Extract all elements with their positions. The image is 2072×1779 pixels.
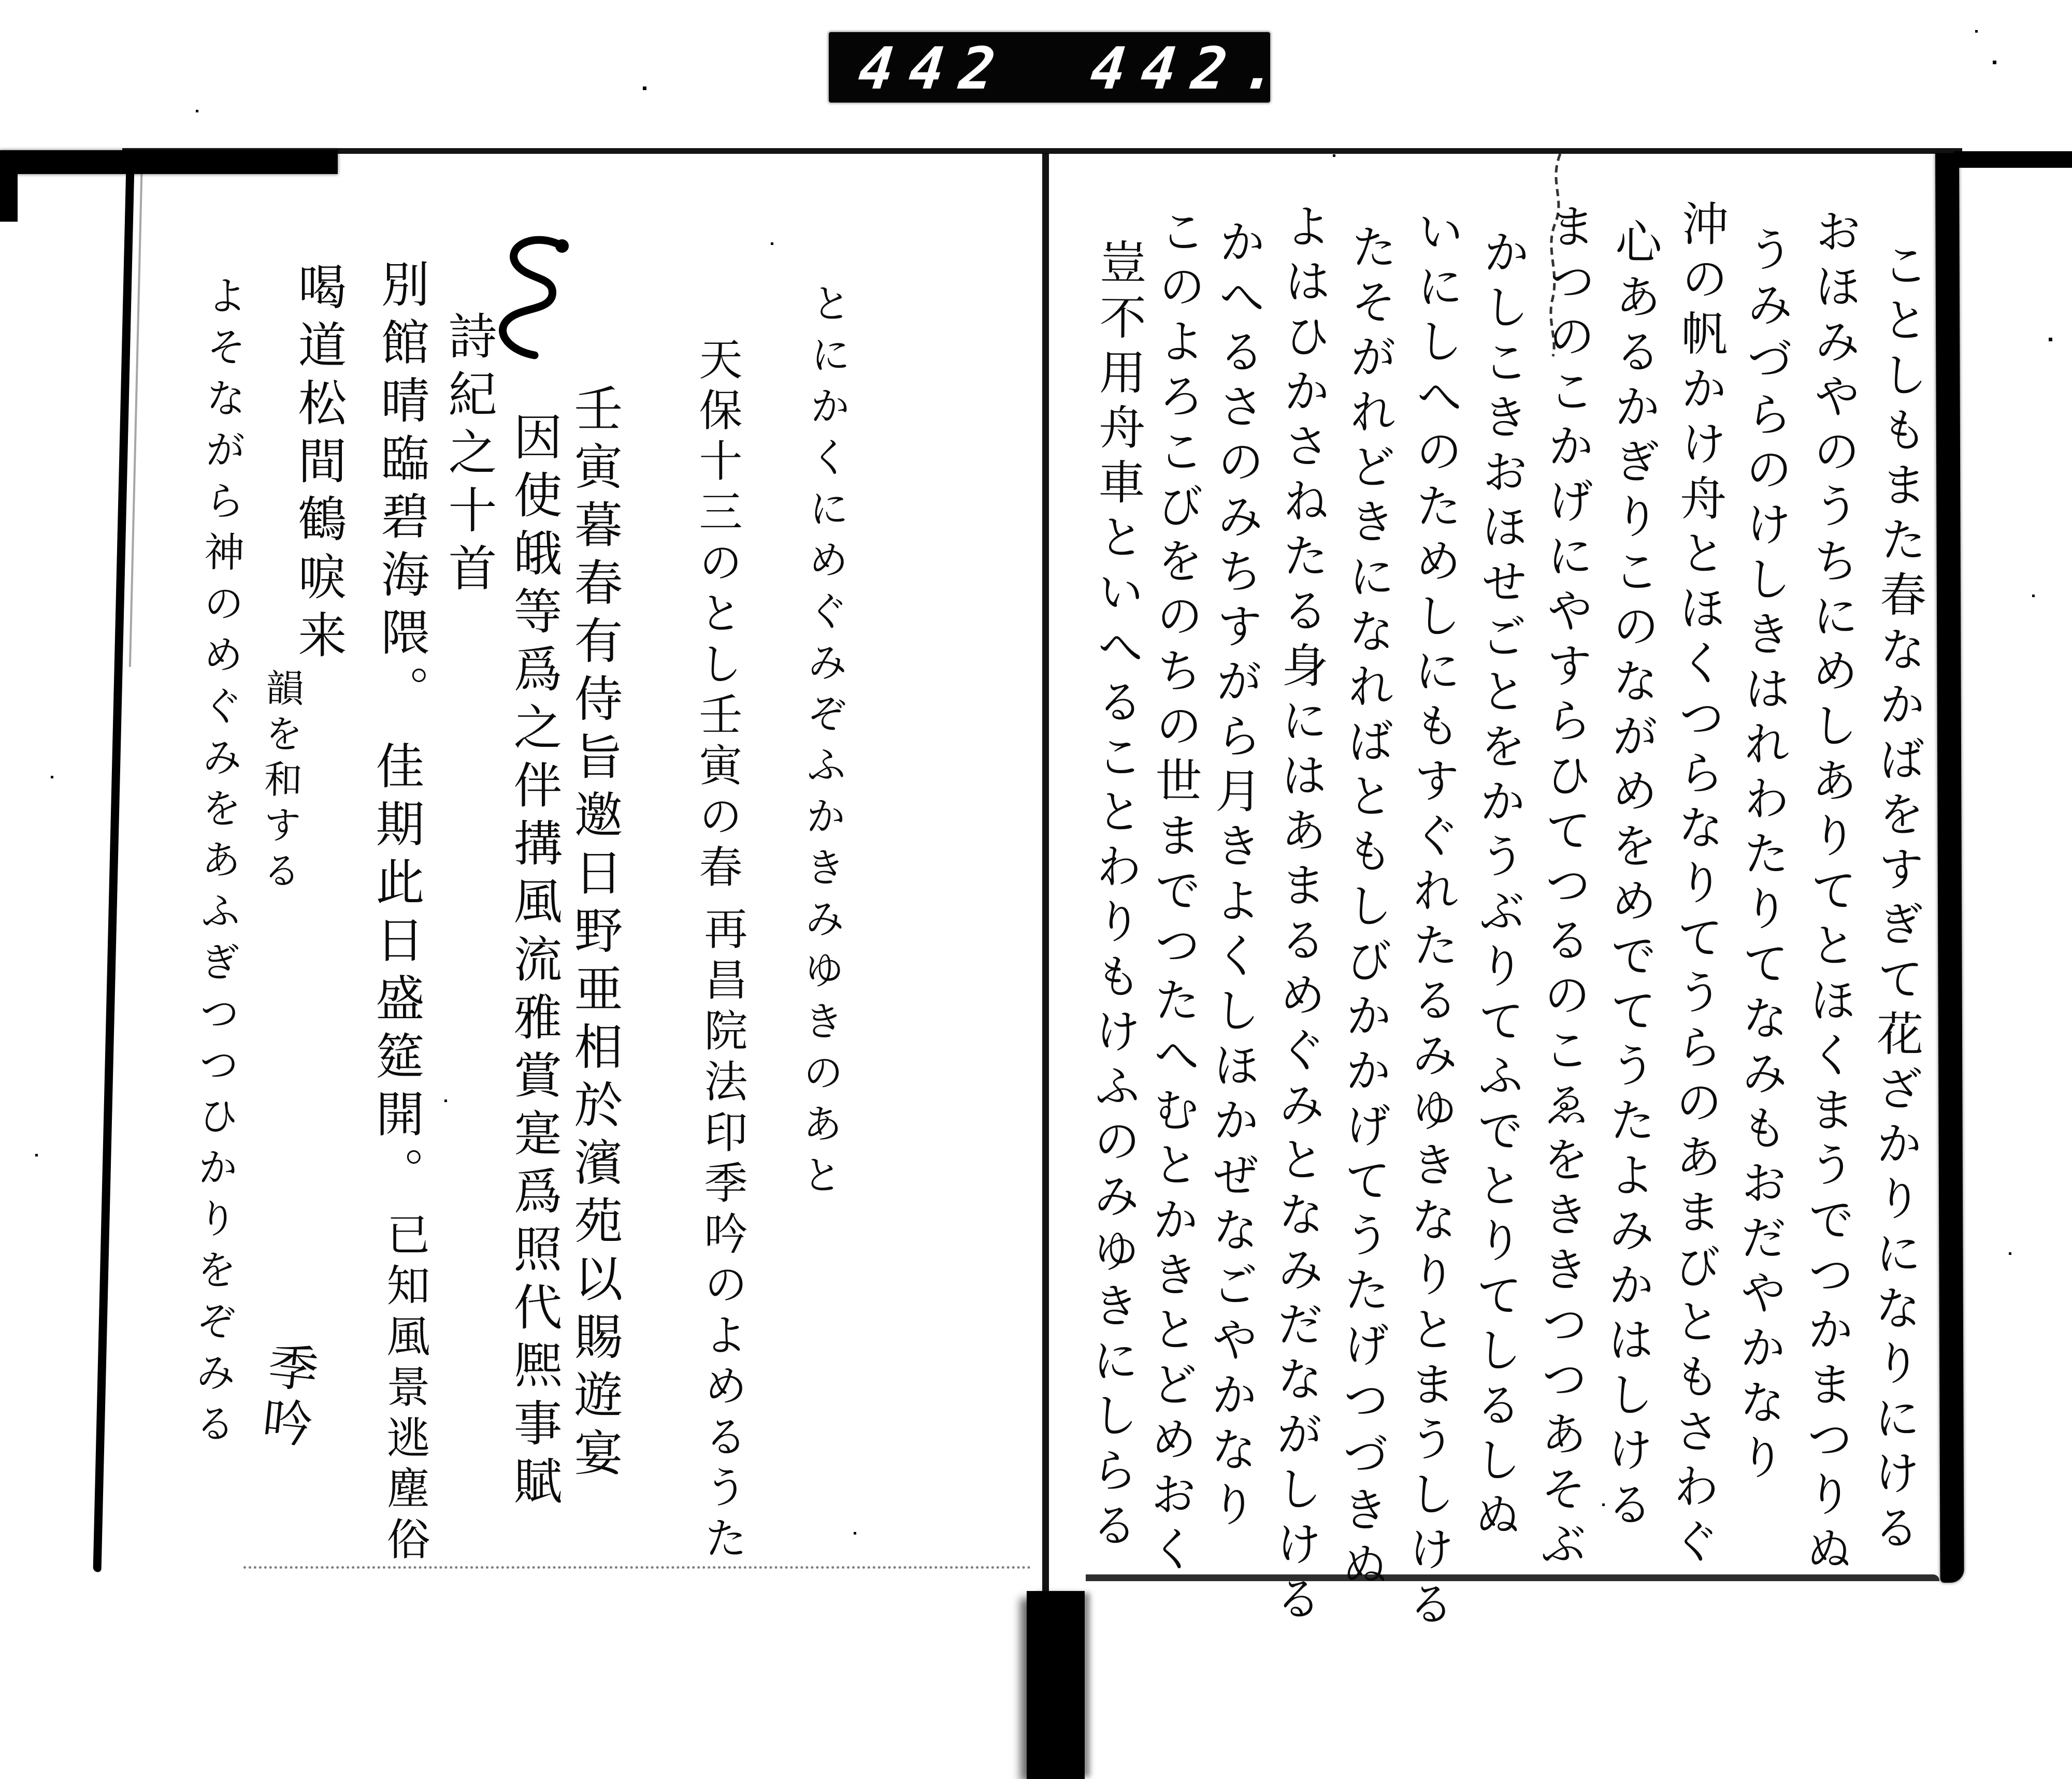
text-column-12: このよろこびをのちの世までつたへむとかきとどめおく — [1141, 207, 1206, 1580]
right-cover-edge — [1935, 153, 1964, 1583]
column-kanshi-preface-2: 因使皒等爲之伴搆風流雅賞寔爲照代熈事賦 — [505, 412, 562, 1514]
column-verse-2b: 已知風景逃塵俗 — [380, 1212, 430, 1567]
left-cover-notch — [0, 174, 18, 222]
column-verse-2a: 喝道松間鶴唳来 — [290, 262, 346, 668]
column-kanshi-title: 詩紀之十首 — [440, 311, 496, 601]
column-kanshi-preface-1: 壬寅暮春有侍旨邀日野亜相於濱苑以賜遊宴 — [566, 383, 622, 1485]
counter-left-value: 442 — [855, 35, 1014, 103]
column-verse-1b: 佳期此日盛筵開。 — [367, 741, 424, 1205]
text-column-8: いにしへのためしにもすぐれたるみゆきなりとまうしける — [1399, 207, 1464, 1635]
column-author-line: 再昌院法印季吟のよめるうた — [697, 906, 748, 1566]
right-page — [1049, 155, 1935, 1635]
text-column-3: うみづらのけしきはれわたりてなみもおだやかなり — [1730, 225, 1794, 1488]
page-counter-display — [829, 32, 1297, 103]
left-page-edge — [93, 154, 135, 1572]
text-column-4: 沖の帆かけ舟とほくつらなりてうらのあまびともさわぐ — [1664, 199, 1729, 1572]
text-column-6: まつのこかげにやすらひてつるのこゑをききつつあそぶ — [1531, 201, 1596, 1575]
column-date-line: 天保十三のとし壬寅の春 — [692, 337, 743, 895]
left-page — [135, 155, 1041, 1569]
column-waka: よそながら神のめぐみをあふぎつつひかりをぞみる — [188, 274, 247, 1454]
binding-tab — [1027, 1591, 1085, 1779]
page-gutter — [1042, 153, 1049, 1596]
text-column-13: 豈不用舟車といへることわりもけふのみゆきにしらる — [1083, 238, 1146, 1556]
text-column-1: ことしもまた春なかばをすぎて花ざかりになりにける — [1865, 240, 1929, 1559]
text-column-7: かしこきおほせごとをかうぶりてふでとりてしるしぬ — [1466, 227, 1530, 1546]
text-column-2: おほみやのうちにめしありてとほくまうでつかまつりぬ — [1797, 207, 1862, 1580]
dust-specks — [0, 0, 1, 1]
column-signature: 季吟 — [252, 1338, 321, 1454]
book-top-edge-right-band — [1954, 151, 2072, 168]
counter-right-value: 442. — [1087, 35, 1297, 103]
text-column-10: よはひかさねたる身にはあまるめぐみとなみだながしける — [1267, 201, 1331, 1630]
column-verse-1a: 別館晴臨碧海隈。 — [372, 259, 429, 723]
text-column-11: かへるさのみちすがら月きよくしほかぜなごやかなり — [1202, 217, 1265, 1536]
column-kana-opening: とにかくにめぐみぞふかきみゆきのあと — [795, 282, 852, 1206]
column-waka-note: 韻を和する — [256, 668, 305, 896]
text-column-9: たそがれどきになればともしびかかげてうたげつづきぬ — [1333, 222, 1398, 1596]
text-column-5: 心あるかぎりこのながめをめでてうたよみかはしける — [1598, 217, 1662, 1536]
